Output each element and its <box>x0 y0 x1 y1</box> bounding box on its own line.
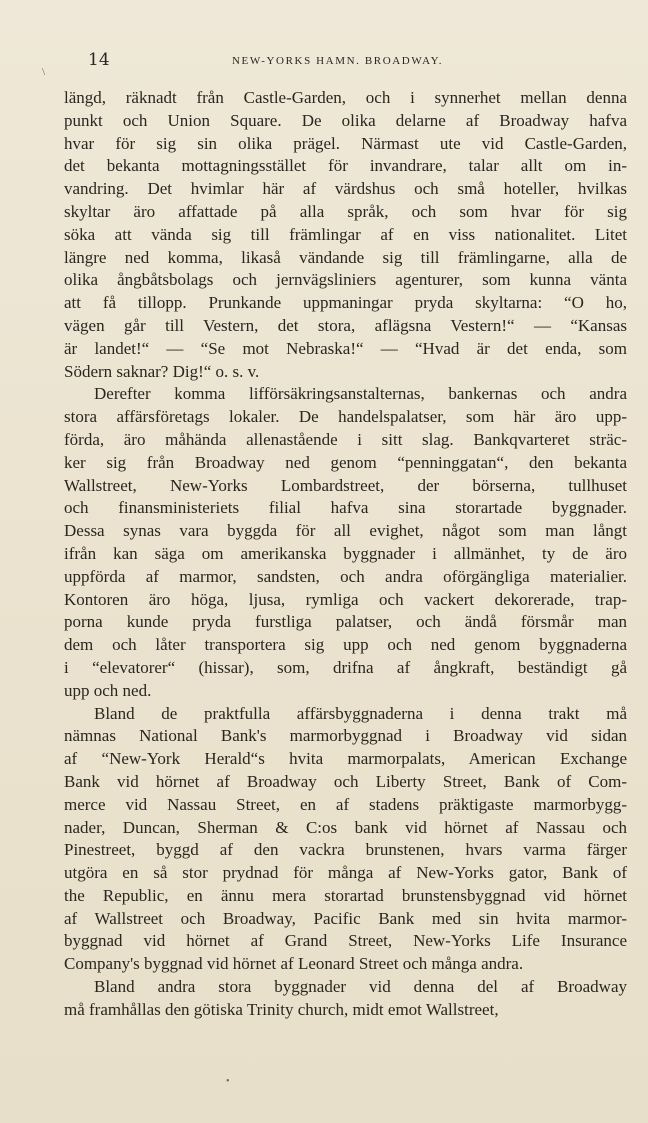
page-number: 14 <box>88 50 110 70</box>
text-line: af “New-York Herald“s hvita marmorpalats, American Exchange <box>64 749 627 769</box>
paragraph <box>64 703 627 977</box>
text-line: söka att vända sig till främlingar af en viss nationalitet. Litet <box>64 224 627 244</box>
text-line: vägen går till Vestern, det stora, aflägsna Vestern!“ — “Kansas <box>64 315 627 335</box>
text-line: längd, räknadt från Castle-Garden, och i synnerhet mellan denna <box>64 88 627 107</box>
paragraph <box>64 383 627 702</box>
text-line: ifrån kan säga om amerikanska byggnader i allmänhet, ty de äro <box>64 543 627 563</box>
text-line: i “elevatorer“ (hissar), som, drifna af ångkraft, beständigt gå <box>64 657 627 677</box>
paragraph <box>64 87 627 383</box>
text-line: porna kunde pryda furstliga palatser, och ändå försmår man <box>64 612 627 632</box>
text-line: skyltar äro affattade på alla språk, och som hvar för sig <box>64 201 627 221</box>
text-line: att få tillopp. Prunkande uppmaningar pryda skyltarna: “O ho, <box>64 293 627 313</box>
text-line: af Wallstreet och Broadway, Pacific Bank med sin hvita marmor- <box>64 908 627 928</box>
text-line: utgöra en så stor prydnad för många af New-Yorks gator, Bank of <box>64 863 627 883</box>
text-line: Kontoren äro höga, ljusa, rymliga och vackert dekorerade, trap- <box>64 589 627 609</box>
text-line: är landet!“ — “Se mot Nebraska!“ — “Hvad är det enda, som <box>64 338 627 358</box>
margin-mark: \ <box>42 66 46 78</box>
text-line: ker sig från Broadway ned genom “penninggatan“, den bekanta <box>64 452 627 472</box>
text-line: uppförda af marmor, sandsten, och andra oförgängliga materialier. <box>64 566 627 586</box>
text-line: Bank vid hörnet af Broadway och Liberty Street, Bank of Com- <box>64 771 627 791</box>
paragraph <box>64 976 627 1022</box>
text-line: dem och låter transportera sig upp och ned genom byggnaderna <box>64 635 627 655</box>
text-line: stora affärsföretags lokaler. De handelspalatser, som här äro upp- <box>64 407 627 427</box>
text-line: byggnad vid hörnet af Grand Street, New-Yorks Life Insurance <box>64 931 627 951</box>
text-line: punkt och Union Square. De olika delarne af Broadway hafva <box>64 110 627 130</box>
page-header <box>88 50 500 74</box>
text-line: nämnas National Bank's marmorbyggnad i Broadway vid sidan <box>64 726 627 746</box>
text-line: nader, Duncan, Sherman & C:os bank vid hörnet af Nassau och <box>64 817 627 837</box>
text-line: det bekanta mottagningsstället för invandrare, talar allt om in- <box>64 156 627 176</box>
bottom-dot-mark: • <box>226 1076 230 1087</box>
text-line: och finansministeriets filial hafva sina storartade byggnader. <box>64 498 627 518</box>
text-line: Wallstreet, New-Yorks Lombardstreet, der börserna, tullhuset <box>64 475 627 495</box>
text-line: må framhållas den götiska Trinity church, midt emot Wallstreet, <box>64 999 499 1019</box>
text-line: Company's byggnad vid hörnet af Leonard Street och många andra. <box>64 954 524 974</box>
text-line: olika ångbåtsbolags och jernvägsliniers agenturer, som kunna vänta <box>64 270 627 290</box>
text-line: hvar för sig sin olika prägel. Närmast ute vid Castle-Garden, <box>64 133 627 153</box>
text-line: vandring. Det hvimlar här af värdshus och små hoteller, hvilkas <box>64 179 627 199</box>
text-line: Pinestreet, byggd af den vackra brunstenen, hvars varma färger <box>64 840 627 860</box>
body-text <box>64 87 627 1022</box>
text-line: förda, äro måhända allenastående i sitt slag. Bankqvarteret sträc- <box>64 429 627 449</box>
text-line: upp och ned. <box>64 680 152 700</box>
text-line: merce vid Nassau Street, en af stadens präktigaste marmorbygg- <box>64 794 627 814</box>
text-line: Södern saknar? Dig!“ o. s. v. <box>64 361 260 381</box>
text-line: längre ned komma, likaså vändande sig till främlingarne, alla de <box>64 247 627 267</box>
text-line: Dessa synas vara byggda för all evighet, något som man långt <box>64 521 627 541</box>
text-line: Derefter komma lifförsäkringsanstalternas, bankernas och andra <box>94 384 627 404</box>
running-head: NEW-YORKS HAMN. BROADWAY. <box>232 55 444 67</box>
text-line: Bland andra stora byggnader vid denna del af Broadway <box>94 977 627 997</box>
text-line: the Republic, en ännu mera storartad brunstensbyggnad vid hörnet <box>64 885 627 905</box>
text-line: Bland de praktfulla affärsbyggnaderna i denna trakt må <box>94 703 627 723</box>
